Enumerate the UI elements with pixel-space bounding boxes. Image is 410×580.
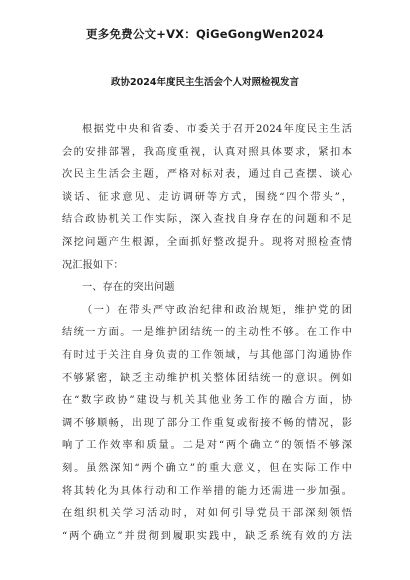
text-line: 次民主生活会主题，严格对标对表，通过自己查摆、谈心 bbox=[62, 169, 352, 181]
text-line: 谈话、征求意见、走访调研等方式，围绕“四个带头”， bbox=[62, 191, 352, 203]
text-line: 根据党中央和省委、市委关于召开2024年度民主生活 bbox=[82, 124, 352, 135]
text-line: 响了工作效率和质量。二是对“两个确立”的领悟不够深 bbox=[62, 440, 352, 452]
text-line: 深挖问题产生根源，全面抓好整改提升。现将对照检查情 bbox=[62, 236, 352, 248]
text-line: 结合政协机关工作实际，深入查找自身存在的问题和不足 bbox=[62, 214, 352, 226]
text-line: 一、存在的突出问题 bbox=[82, 282, 175, 294]
text-line: 刻。虽然深知“两个确立”的重大意义，但在实际工作中 bbox=[62, 462, 352, 474]
text-line: 结统一方面。一是维护团结统一的主动性不够。在工作中 bbox=[62, 327, 352, 339]
text-line: 将其转化为具体行动和工作举措的能力还需进一步加强。 bbox=[62, 485, 352, 497]
document-title: 政协2024年度民主生活会个人对照检视发言 bbox=[111, 77, 299, 88]
text-line: 况汇报如下： bbox=[62, 259, 124, 271]
text-line: 在组织机关学习活动时，对如何引导党员干部深刻领悟 bbox=[62, 508, 352, 520]
text-line: 不够紧密，缺乏主动维护机关整体团结统一的意识。例如 bbox=[62, 372, 352, 384]
text-line: 调不够顺畅，出现了部分工作重复或衔接不畅的情况，影 bbox=[62, 417, 352, 429]
text-line: 有时过于关注自身负责的工作领域，与其他部门沟通协作 bbox=[62, 349, 352, 361]
text-line: 在“数字政协”建设与机关其他业务工作的融合方面，协 bbox=[62, 395, 352, 407]
text-line: 会的安排部署，我高度重视，认真对照具体要求，紧扣本 bbox=[62, 146, 352, 158]
watermark-header: 更多免费公文+VX：QiGeGongWen2024 bbox=[86, 27, 324, 41]
document-body bbox=[62, 119, 352, 548]
text-line: “两个确立”并贯彻到履职实践中，缺乏系统有效的方法 bbox=[62, 530, 352, 542]
text-line: （一）在带头严守政治纪律和政治规矩，维护党的团 bbox=[82, 304, 352, 316]
